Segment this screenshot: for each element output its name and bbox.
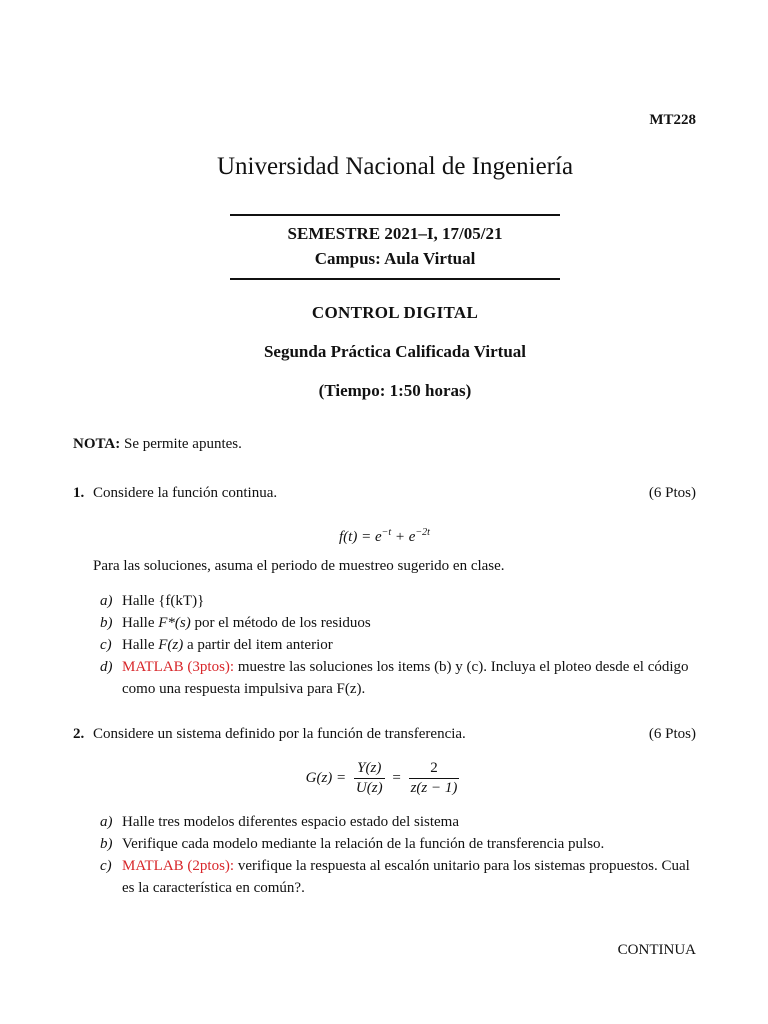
nota-line — [73, 436, 242, 453]
item-text-pre: Halle — [122, 637, 159, 653]
item-text-post: por el método de los residuos — [190, 615, 371, 631]
question-text: Considere un sistema definido por la función de transferencia. — [93, 726, 466, 742]
item-text: Verifique cada modelo mediante la relación de la función de transferencia pulso. — [122, 836, 605, 852]
item-text-pre: Halle — [122, 615, 159, 631]
nota-text: Se permite apuntes. — [123, 436, 242, 452]
frac-den: U(z) — [355, 780, 383, 796]
item-label: b) — [100, 836, 113, 852]
item-label: c) — [100, 637, 112, 653]
list-item — [100, 612, 696, 634]
frac-num: Y(z) — [357, 760, 382, 776]
question-text: Considere la función continua. — [93, 485, 278, 501]
eq-exp2: −2t — [415, 527, 430, 538]
fraction-2z — [409, 760, 460, 797]
question-number: 2. — [73, 726, 85, 742]
eq-lhs: G(z) = — [305, 769, 347, 786]
item-text: muestre las soluciones los items (b) y (c). Incluya el ploteo desde el código como una respuesta impulsiva para F(z). — [122, 659, 689, 697]
university-name: Universidad Nacional de Ingeniería — [216, 153, 574, 180]
item-text: verifique la respuesta al escalón unitario para los sistemas propuestos. Cual es la característica en común?. — [122, 858, 690, 896]
item-label: a) — [100, 593, 113, 609]
semester-line: SEMESTRE 2021–I, 17/05/21 — [287, 224, 503, 243]
question-points: (6 Ptos) — [648, 485, 696, 501]
q1-paragraph: Para las soluciones, asuma el periodo de muestreo sugerido en clase. — [93, 558, 505, 574]
frac-num: 2 — [430, 760, 438, 776]
question-number: 1. — [73, 485, 85, 501]
nota-label: NOTA: — [73, 436, 121, 452]
list-item — [100, 634, 696, 656]
item-label: d) — [100, 659, 113, 675]
item-label: a) — [100, 814, 113, 830]
item-math: F(z) — [158, 637, 184, 653]
eq-lhs: f(t) = e — [339, 529, 382, 545]
list-item — [100, 656, 696, 700]
eq-exp1: −t — [381, 527, 392, 538]
continue-label: CONTINUA — [617, 942, 696, 958]
item-math: F*(s) — [158, 615, 191, 631]
item-text-post: a partir del item anterior — [183, 637, 333, 653]
question-points: (6 Ptos) — [648, 726, 696, 742]
frac-den: z(z − 1) — [410, 780, 458, 796]
exam-title: Segunda Práctica Calificada Virtual — [263, 342, 527, 361]
list-item — [100, 833, 696, 855]
question-1 — [73, 485, 696, 505]
top-rule — [230, 214, 560, 216]
campus-line: Campus: Aula Virtual — [314, 249, 476, 268]
question-2 — [73, 726, 696, 746]
fraction-yu — [354, 760, 385, 797]
item-label: c) — [100, 858, 112, 874]
list-item — [100, 855, 696, 899]
eq-equals: = — [392, 769, 401, 786]
list-item — [100, 811, 696, 833]
item-text: Halle tres modelos diferentes espacio estado del sistema — [122, 814, 459, 830]
course-name: CONTROL DIGITAL — [311, 303, 479, 322]
item-text: Halle {f(kT)} — [122, 593, 205, 609]
course-code: MT228 — [649, 112, 696, 128]
item-label: b) — [100, 615, 113, 631]
eq-mid: + e — [391, 529, 416, 545]
exam-time: (Tiempo: 1:50 horas) — [318, 381, 472, 400]
matlab-label: MATLAB (3ptos): — [122, 659, 235, 675]
list-item — [100, 590, 696, 612]
bottom-rule — [230, 278, 560, 280]
matlab-label: MATLAB (2ptos): — [122, 858, 235, 874]
